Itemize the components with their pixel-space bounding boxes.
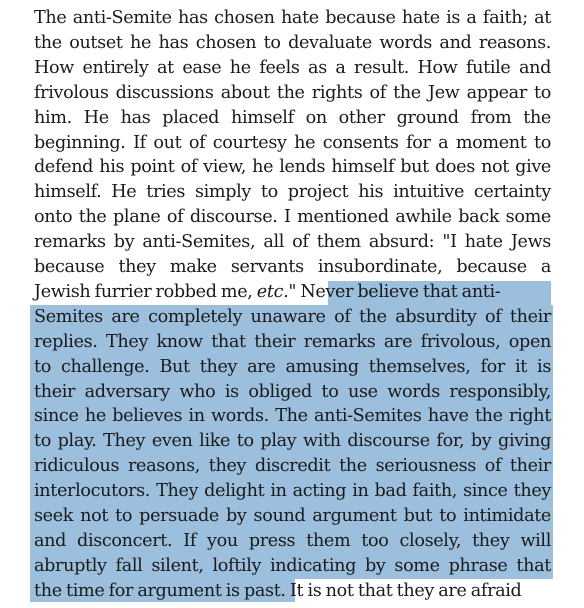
highlighted-line: their adversary who is obliged to use words responsibly, <box>34 381 551 402</box>
highlighted-line: seek not to persuade by sound argument but to intimidate <box>34 506 551 526</box>
highlighted-text: Never believe that anti- <box>300 281 501 302</box>
highlighted-text: the time for argument is past. <box>34 580 286 601</box>
text-segment: " <box>288 281 297 302</box>
highlighted-line: Semites are completely unaware of the absurdity of their <box>34 306 551 327</box>
highlighted-line: to play. They even like to play with discourse for, by giving <box>34 431 551 452</box>
text-line: him. He has placed himself on other ground from the <box>34 107 551 128</box>
text-segment: It is not that they are afraid <box>285 580 522 601</box>
text-line: the outset he has chosen to devaluate words and reasons. <box>34 32 551 53</box>
text-line: onto the plane of discourse. I mentioned awhile back some <box>34 207 551 228</box>
text-line: himself. He tries simply to project his intuitive certainty <box>34 182 551 203</box>
text-segment: Jewish furrier robbed me, <box>34 281 257 302</box>
highlighted-line: since he believes in words. The anti-Semites have the right <box>34 406 551 427</box>
highlighted-line: to challenge. But they are amusing themselves, for it is <box>34 356 551 377</box>
text-line-mixed <box>34 279 551 305</box>
text-line: The anti-Semite has chosen hate because hate is a faith; at <box>34 8 551 28</box>
text-line-mixed <box>34 578 551 604</box>
text-line: frivolous discussions about the rights of the Jew appear to <box>34 82 551 103</box>
highlighted-line: and disconcert. If you press them too closely, they will <box>34 530 551 551</box>
highlighted-line: replies. They know that their remarks are frivolous, open <box>34 331 551 352</box>
highlighted-line: abruptly fall silent, loftily indicating by some phrase that <box>34 555 551 576</box>
text-line: remarks by anti-Semites, all of them absurd: "I hate Jews <box>34 232 551 253</box>
text-line: How entirely at ease he feels as a result. How futile and <box>34 57 551 78</box>
highlighted-line: interlocutors. They delight in acting in bad faith, since they <box>34 481 551 502</box>
text-line: beginning. If out of courtesy he consents for a moment to <box>34 132 551 153</box>
highlighted-line: ridiculous reasons, they discredit the seriousness of their <box>34 456 551 477</box>
text-line: because they make servants insubordinate, because a <box>34 257 551 277</box>
italic-text: etc. <box>256 281 289 302</box>
text-line: defend his point of view, he lends himself but does not give <box>34 157 551 178</box>
